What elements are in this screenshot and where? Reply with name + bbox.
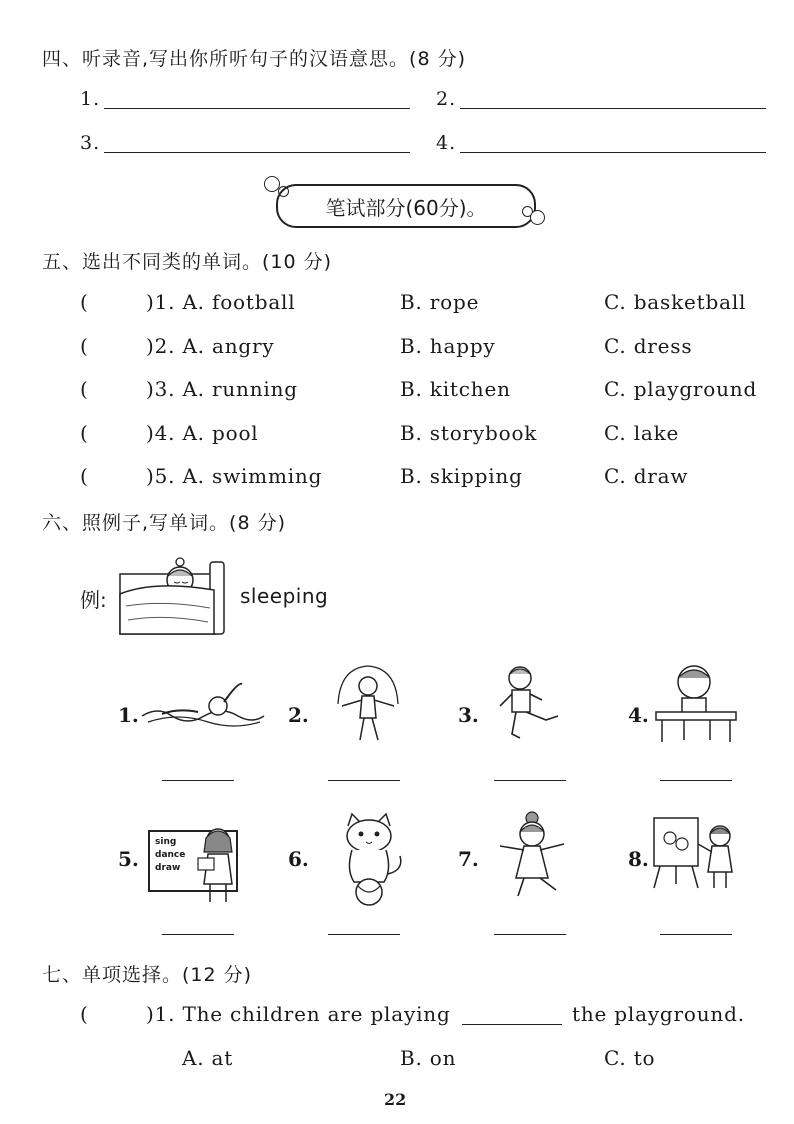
picture-number-1: 1. bbox=[118, 703, 139, 727]
picture-number-8: 8. bbox=[628, 847, 649, 871]
item-label-2: 2. bbox=[436, 88, 457, 110]
reading-child-illustration bbox=[654, 662, 740, 744]
answer-line-2[interactable] bbox=[460, 108, 766, 109]
answer-line-picture-5[interactable] bbox=[162, 934, 234, 935]
teacher-illustration bbox=[190, 824, 246, 904]
bubble-decoration bbox=[530, 210, 545, 225]
option-b[interactable]: B. on bbox=[400, 1046, 457, 1070]
picture-number-4: 4. bbox=[628, 703, 649, 727]
answer-line-picture-7[interactable] bbox=[494, 934, 566, 935]
section6-title: 六、照例子,写单词。(8 分) bbox=[42, 512, 286, 534]
picture-number-6: 6. bbox=[288, 847, 309, 871]
picture-number-3: 3. bbox=[458, 703, 479, 727]
answer-line-picture-4[interactable] bbox=[660, 780, 732, 781]
board-word-dance: dance bbox=[155, 850, 186, 860]
blank-line[interactable] bbox=[462, 1024, 562, 1025]
section5-title: 五、选出不同类的单词。(10 分) bbox=[42, 251, 333, 273]
answer-line-picture-8[interactable] bbox=[660, 934, 732, 935]
sleeping-child-illustration bbox=[114, 550, 234, 640]
picture-number-2: 2. bbox=[288, 703, 309, 727]
answer-line-3[interactable] bbox=[104, 152, 410, 153]
banner-text: 笔试部分(60分)。 bbox=[325, 195, 487, 220]
answer-line-1[interactable] bbox=[104, 108, 410, 109]
section7-title: 七、单项选择。(12 分) bbox=[42, 964, 253, 986]
section4-title: 四、听录音,写出你所听句子的汉语意思。(8 分) bbox=[42, 48, 466, 70]
dancing-girl-illustration bbox=[492, 810, 572, 900]
answer-line-picture-1[interactable] bbox=[162, 780, 234, 781]
board-word-sing: sing bbox=[155, 837, 177, 847]
item-label-1: 1. bbox=[80, 88, 101, 110]
swimming-child-illustration bbox=[138, 676, 268, 734]
item-label-4: 4. bbox=[436, 132, 457, 154]
running-child-illustration bbox=[494, 662, 568, 746]
page-number: 22 bbox=[384, 1090, 407, 1109]
answer-line-picture-6[interactable] bbox=[328, 934, 400, 935]
board-word-draw: draw bbox=[155, 863, 181, 873]
option-c[interactable]: C. to bbox=[604, 1046, 656, 1070]
example-label: 例: bbox=[80, 588, 107, 612]
example-word: sleeping bbox=[240, 584, 329, 608]
answer-line-picture-2[interactable] bbox=[328, 780, 400, 781]
picture-number-7: 7. bbox=[458, 847, 479, 871]
option-a[interactable]: A. at bbox=[182, 1046, 234, 1070]
drawing-child-illustration bbox=[650, 814, 740, 894]
written-part-banner bbox=[276, 184, 536, 228]
skipping-child-illustration bbox=[328, 664, 408, 748]
picture-number-5: 5. bbox=[118, 847, 139, 871]
cat-on-ball-illustration bbox=[330, 812, 408, 906]
answer-line-4[interactable] bbox=[460, 152, 766, 153]
answer-line-picture-3[interactable] bbox=[494, 780, 566, 781]
item-label-3: 3. bbox=[80, 132, 101, 154]
